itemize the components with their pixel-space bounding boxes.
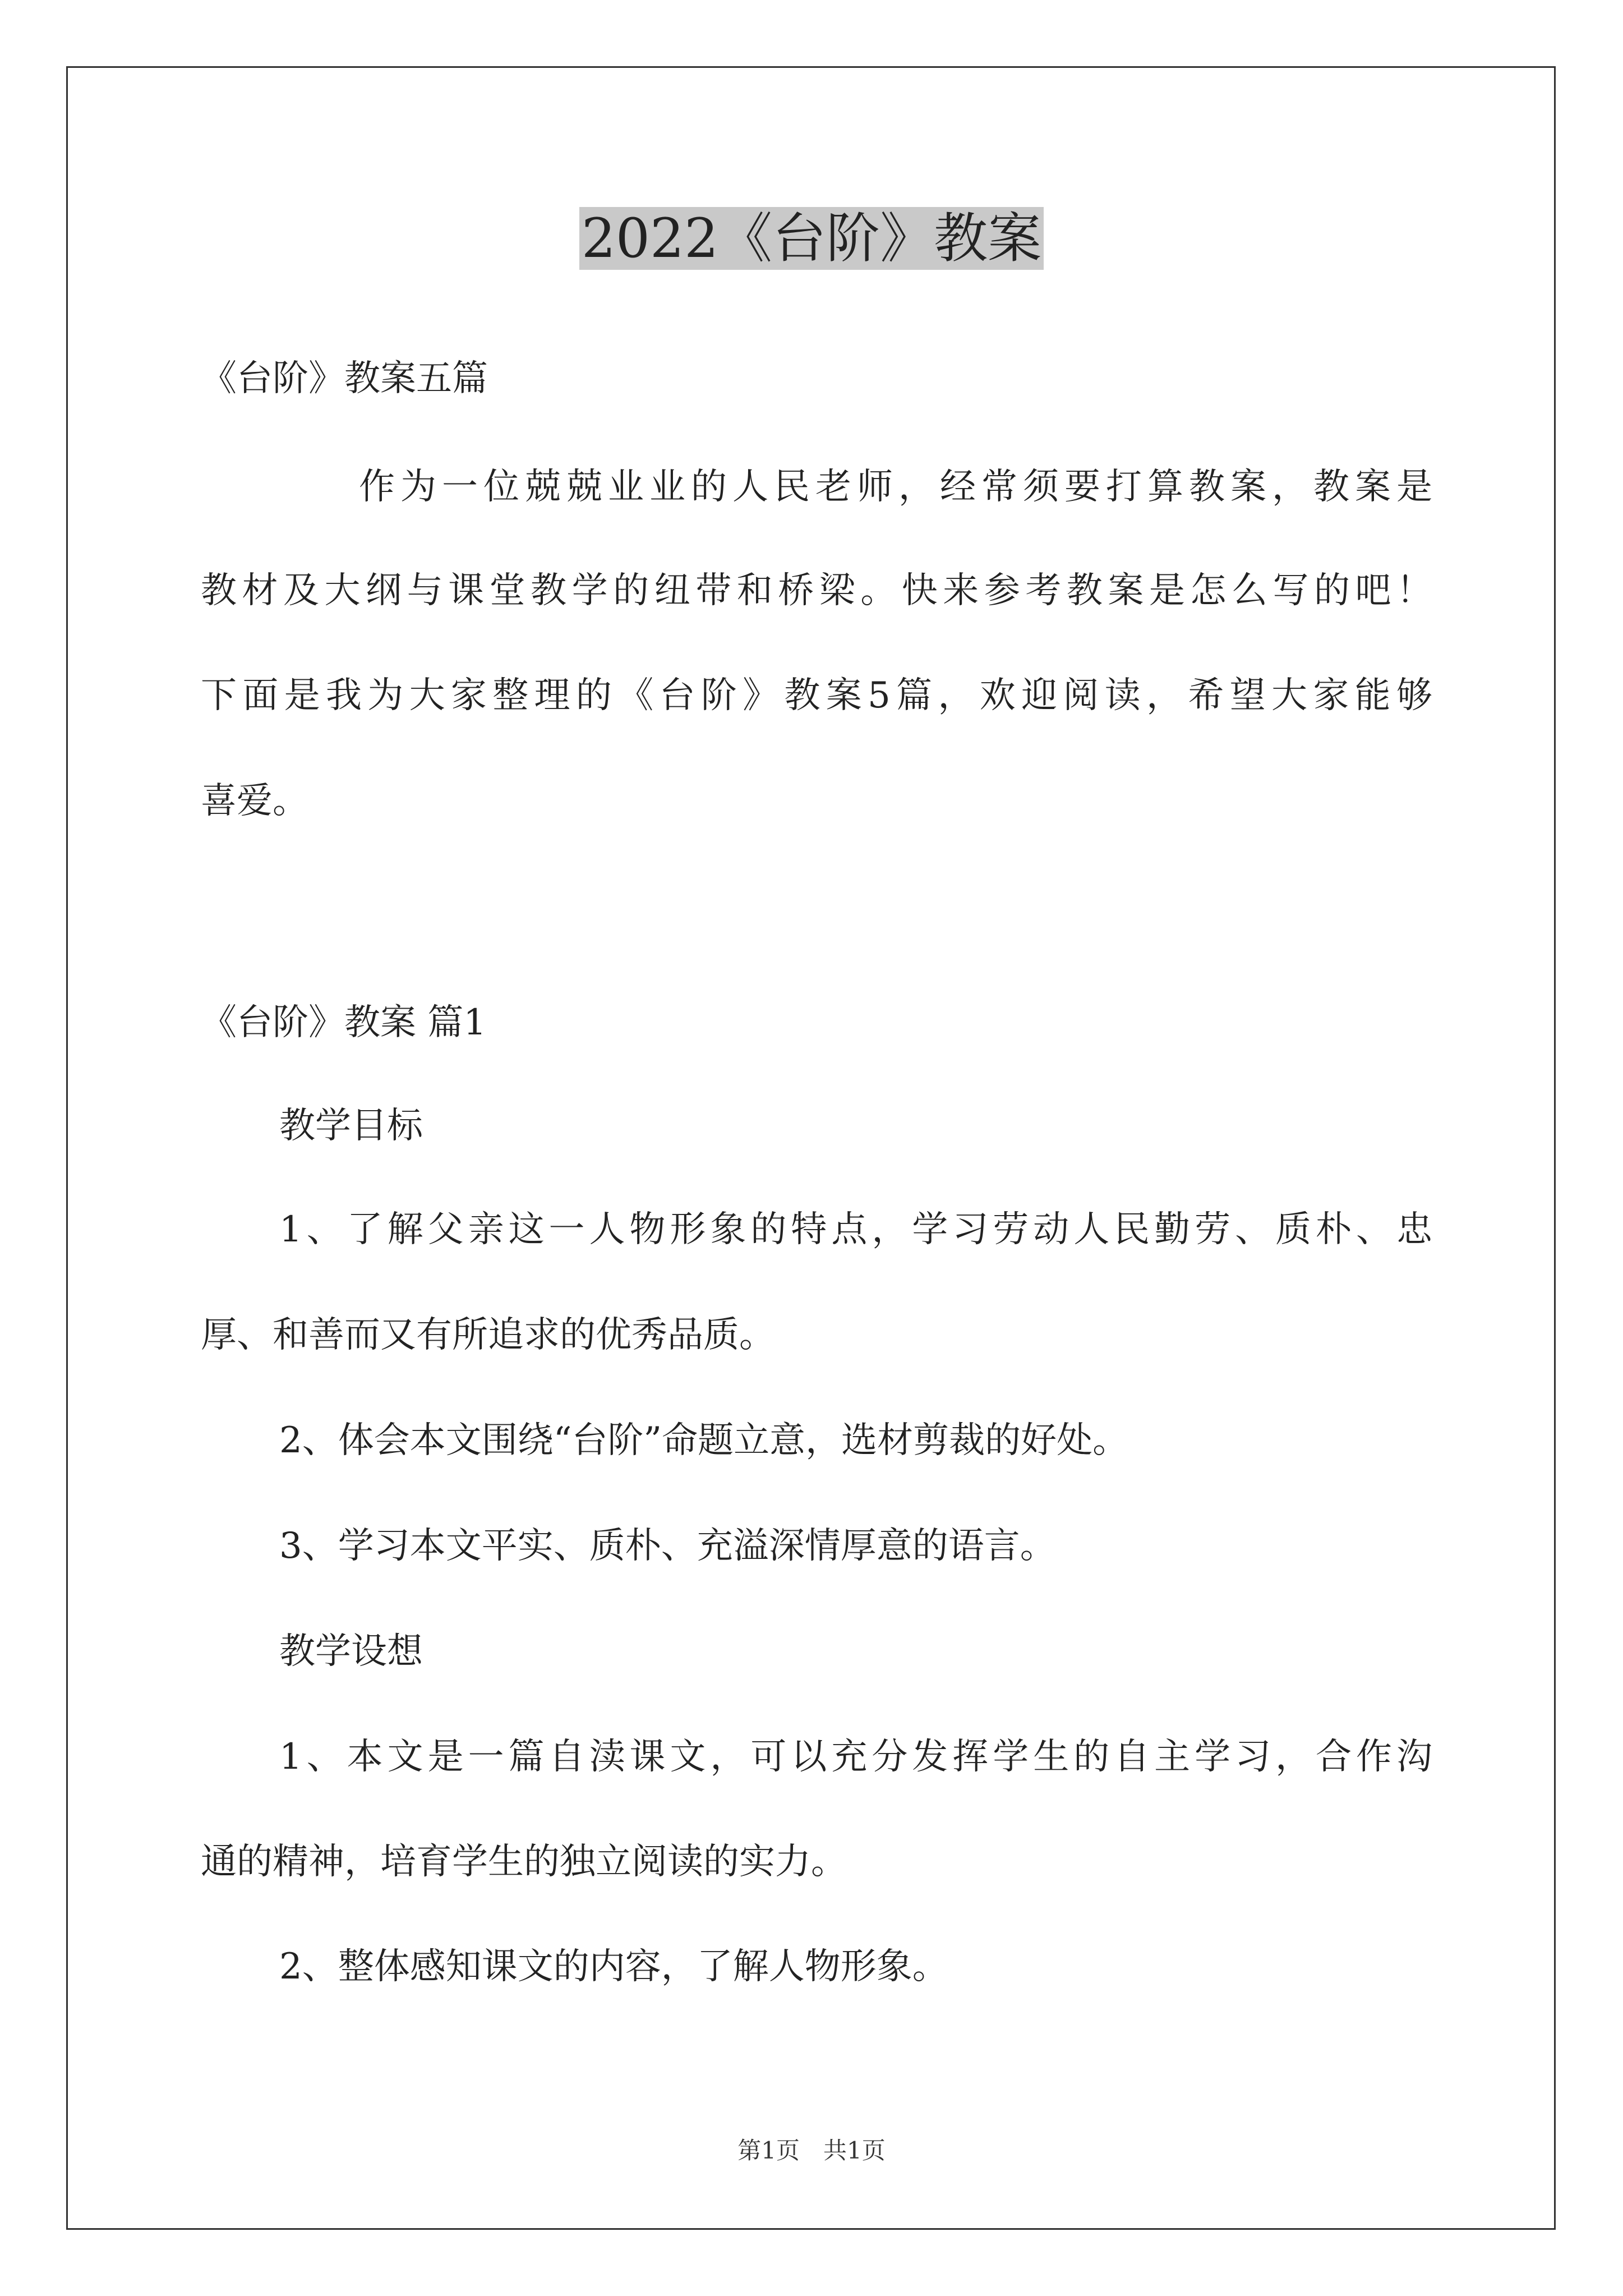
ideas-heading: 教学设想 [279,1631,423,1672]
idea-2: 2、整体感知课文的内容，了解人物形象。 [279,1946,948,1987]
goals-heading: 教学目标 [279,1105,423,1147]
title-text: 2022《台阶》教案 [579,207,1044,270]
goal-2: 2、体会本文围绕“台阶”命题立意，选材剪裁的好处。 [279,1420,1129,1461]
page-footer: 第1页 共1页 [737,2137,886,2164]
section-heading: 《台阶》教案 篇1 [201,1002,487,1043]
intro-line-2: 教材及大纲与课堂教学的纽带和桥梁。快来参考教案是怎么写的吧！ [201,570,1432,611]
idea-1-line-2: 通的精神，培育学生的独立阅读的实力。 [201,1841,847,1883]
idea-1-line-1: 1、本文是一篇自渎课文，可以充分发挥学生的自主学习，合作沟 [279,1736,1432,1778]
subtitle: 《台阶》教案五篇 [201,358,488,399]
goal-3: 3、学习本文平实、质朴、充溢深情厚意的语言。 [279,1525,1056,1567]
intro-line-3: 下面是我为大家整理的《台阶》教案5篇，欢迎阅读，希望大家能够 [201,675,1432,716]
intro-line-1: 作为一位兢兢业业的人民老师，经常须要打算教案，教案是 [359,466,1432,508]
goal-1-line-2: 厚、和善而又有所追求的优秀品质。 [201,1314,775,1356]
goal-1-line-1: 1、了解父亲这一人物形象的特点，学习劳动人民勤劳、质朴、忠 [279,1209,1432,1250]
intro-line-4: 喜爱。 [201,780,308,822]
document-title [0,202,1623,275]
